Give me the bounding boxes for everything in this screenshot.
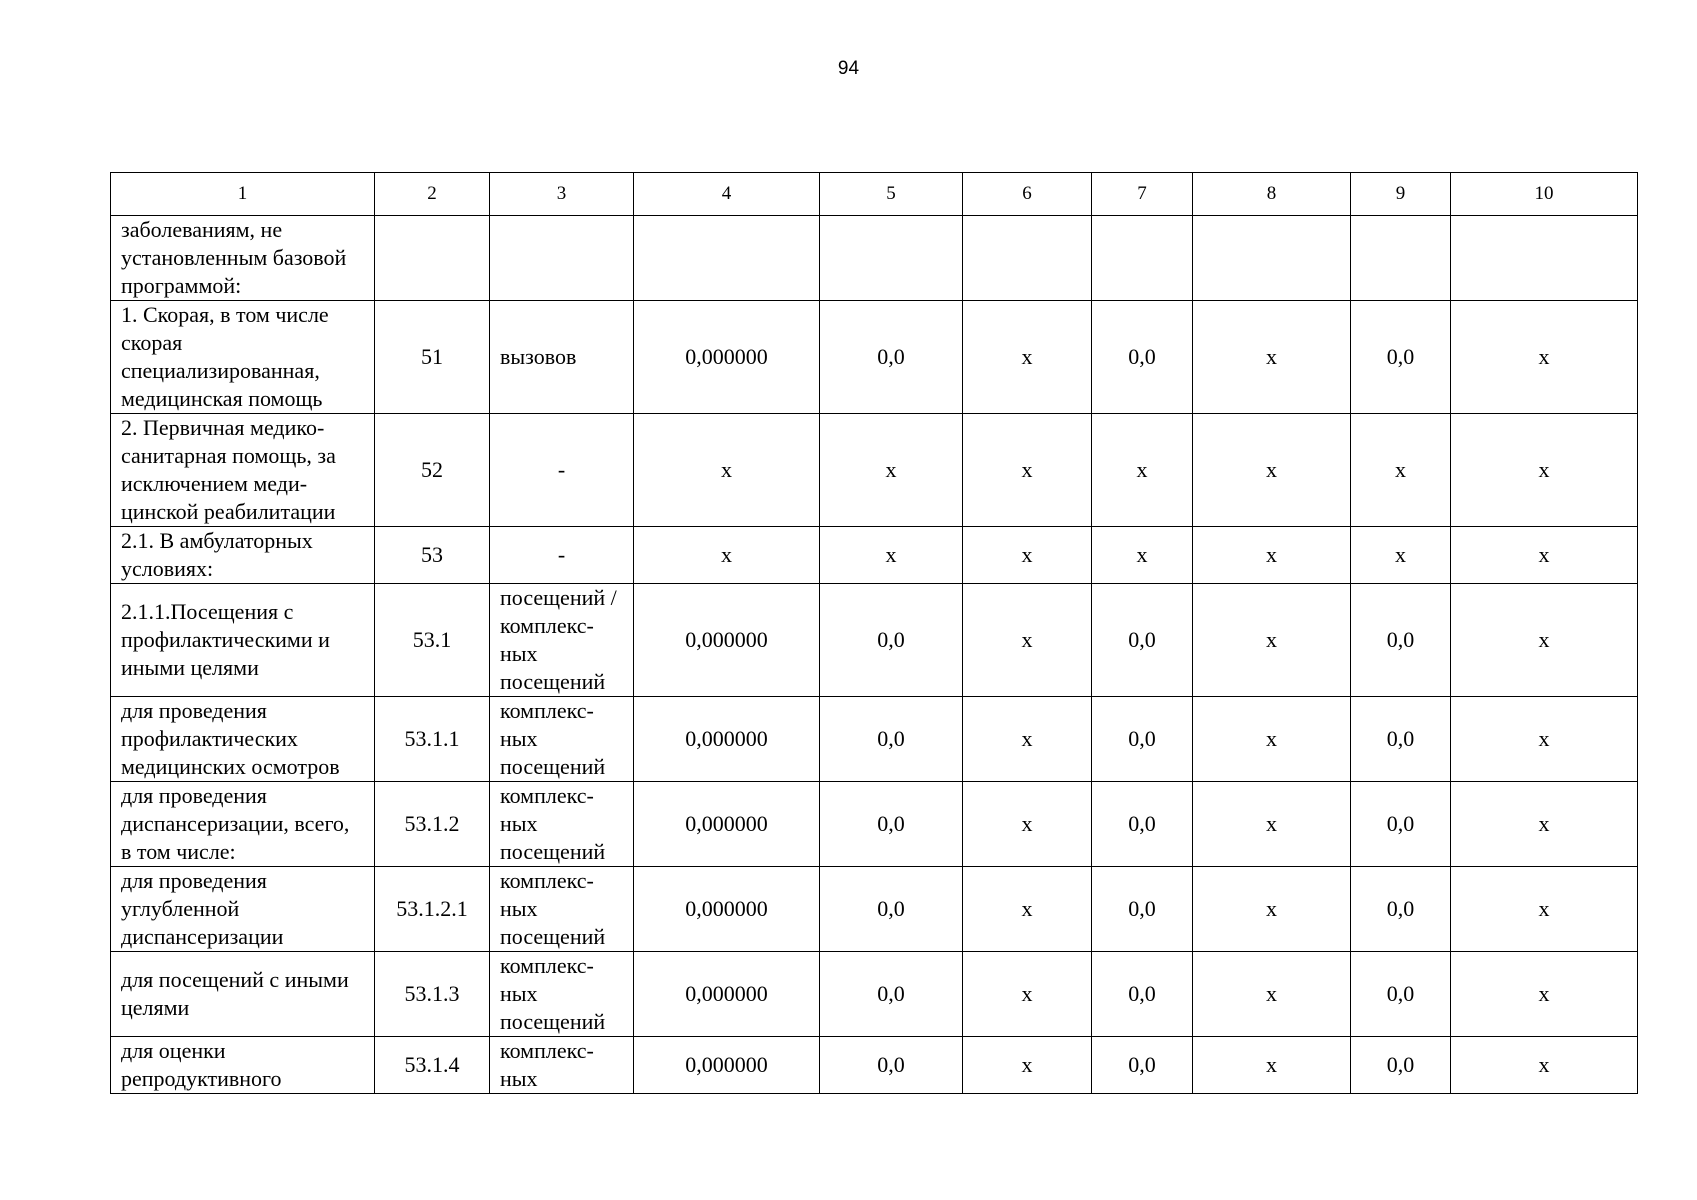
table-row	[111, 1037, 1638, 1094]
table-row	[111, 301, 1638, 414]
row-number: 52	[375, 414, 490, 527]
value-cell: х	[1451, 867, 1638, 952]
value-cell: х	[1193, 952, 1351, 1037]
unit-cell: комплекс-ных	[490, 1037, 634, 1094]
value-cell	[1193, 216, 1351, 301]
unit-cell: комплекс-ных посещений	[490, 782, 634, 867]
table-row	[111, 867, 1638, 952]
column-header: 5	[820, 173, 963, 216]
value-cell: 0,0	[1351, 952, 1451, 1037]
value-cell: 0,000000	[634, 697, 820, 782]
column-header: 4	[634, 173, 820, 216]
value-cell: 0,0	[1092, 952, 1193, 1037]
value-cell: 0,0	[820, 697, 963, 782]
column-header: 9	[1351, 173, 1451, 216]
value-cell: 0,0	[1351, 301, 1451, 414]
value-cell: 0,0	[1351, 584, 1451, 697]
row-number: 53.1	[375, 584, 490, 697]
unit-cell: комплекс-ных посещений	[490, 697, 634, 782]
column-header: 7	[1092, 173, 1193, 216]
column-header: 2	[375, 173, 490, 216]
value-cell	[1351, 216, 1451, 301]
value-cell: х	[1193, 782, 1351, 867]
value-cell: 0,0	[1351, 782, 1451, 867]
value-cell: х	[1451, 952, 1638, 1037]
column-header: 3	[490, 173, 634, 216]
row-label: 1. Скорая, в том числе скорая специализированная, медицинская помощь	[111, 301, 375, 414]
value-cell: х	[1351, 527, 1451, 584]
value-cell: 0,000000	[634, 584, 820, 697]
value-cell: 0,0	[820, 1037, 963, 1094]
row-label: заболеваниям, не установленным базовой программой:	[111, 216, 375, 301]
value-cell: 0,0	[820, 301, 963, 414]
value-cell: 0,000000	[634, 867, 820, 952]
value-cell: 0,0	[820, 584, 963, 697]
table-row	[111, 527, 1638, 584]
value-cell: х	[1451, 527, 1638, 584]
table-row	[111, 414, 1638, 527]
table-row	[111, 952, 1638, 1037]
value-cell: х	[963, 1037, 1092, 1094]
row-label: 2.1.1.Посещения с профилактическими и иными целями	[111, 584, 375, 697]
page-number: 94	[837, 58, 860, 79]
table-row	[111, 782, 1638, 867]
value-cell: х	[963, 301, 1092, 414]
unit-cell: -	[490, 527, 634, 584]
value-cell	[820, 216, 963, 301]
value-cell: 0,000000	[634, 301, 820, 414]
row-number: 53.1.4	[375, 1037, 490, 1094]
value-cell	[963, 216, 1092, 301]
value-cell: 0,0	[1092, 697, 1193, 782]
value-cell: х	[1351, 414, 1451, 527]
value-cell: 0,0	[1092, 867, 1193, 952]
unit-cell: -	[490, 414, 634, 527]
data-table	[110, 172, 1638, 1094]
value-cell	[634, 216, 820, 301]
value-cell: 0,000000	[634, 782, 820, 867]
row-number	[375, 216, 490, 301]
row-label: для посещений с иными целями	[111, 952, 375, 1037]
row-number: 53.1.3	[375, 952, 490, 1037]
value-cell: 0,0	[1351, 867, 1451, 952]
value-cell: х	[963, 697, 1092, 782]
row-number: 53.1.2.1	[375, 867, 490, 952]
row-number: 53.1.1	[375, 697, 490, 782]
value-cell: 0,000000	[634, 952, 820, 1037]
value-cell: 0,0	[1351, 1037, 1451, 1094]
value-cell: 0,000000	[634, 1037, 820, 1094]
value-cell: х	[1193, 867, 1351, 952]
column-header: 6	[963, 173, 1092, 216]
value-cell: 0,0	[1092, 1037, 1193, 1094]
row-label: для проведения диспансеризации, всего, в том числе:	[111, 782, 375, 867]
value-cell: х	[634, 527, 820, 584]
value-cell: х	[1193, 301, 1351, 414]
table-row	[111, 216, 1638, 301]
value-cell: х	[1092, 527, 1193, 584]
row-label: 2. Первичная медико-санитарная помощь, за исключением меди-цинской реабилитации	[111, 414, 375, 527]
value-cell	[1092, 216, 1193, 301]
unit-cell: комплекс-ных посещений	[490, 952, 634, 1037]
column-header: 8	[1193, 173, 1351, 216]
value-cell: 0,0	[820, 952, 963, 1037]
value-cell: х	[963, 584, 1092, 697]
row-number: 51	[375, 301, 490, 414]
value-cell: х	[1193, 1037, 1351, 1094]
value-cell: х	[963, 867, 1092, 952]
table-row	[111, 584, 1638, 697]
column-number-row	[111, 173, 1638, 216]
value-cell: х	[820, 414, 963, 527]
value-cell: х	[1193, 414, 1351, 527]
row-number: 53.1.2	[375, 782, 490, 867]
row-label: для оценки репродуктивного	[111, 1037, 375, 1094]
column-header: 10	[1451, 173, 1638, 216]
value-cell: х	[963, 782, 1092, 867]
value-cell: х	[1451, 414, 1638, 527]
row-number: 53	[375, 527, 490, 584]
value-cell: 0,0	[1092, 301, 1193, 414]
row-label: 2.1. В амбулаторных условиях:	[111, 527, 375, 584]
value-cell: х	[963, 952, 1092, 1037]
row-label: для проведения профилактических медицинских осмотров	[111, 697, 375, 782]
unit-cell: вызовов	[490, 301, 634, 414]
unit-cell: комплекс-ных посещений	[490, 867, 634, 952]
value-cell: х	[1451, 301, 1638, 414]
value-cell: х	[1193, 527, 1351, 584]
value-cell: х	[1193, 697, 1351, 782]
value-cell: х	[820, 527, 963, 584]
value-cell: х	[1451, 584, 1638, 697]
value-cell	[1451, 216, 1638, 301]
value-cell: 0,0	[1092, 584, 1193, 697]
value-cell: 0,0	[1092, 782, 1193, 867]
row-label: для проведения углубленной диспансеризации	[111, 867, 375, 952]
value-cell: х	[1092, 414, 1193, 527]
value-cell: 0,0	[820, 782, 963, 867]
value-cell: х	[1451, 697, 1638, 782]
value-cell: х	[1451, 1037, 1638, 1094]
value-cell: 0,0	[820, 867, 963, 952]
value-cell: 0,0	[1351, 697, 1451, 782]
value-cell: х	[634, 414, 820, 527]
unit-cell: посещений / комплекс-ных посещений	[490, 584, 634, 697]
value-cell: х	[963, 414, 1092, 527]
value-cell: х	[1451, 782, 1638, 867]
column-header: 1	[111, 173, 375, 216]
value-cell: х	[1193, 584, 1351, 697]
value-cell: х	[963, 527, 1092, 584]
table-row	[111, 697, 1638, 782]
unit-cell	[490, 216, 634, 301]
